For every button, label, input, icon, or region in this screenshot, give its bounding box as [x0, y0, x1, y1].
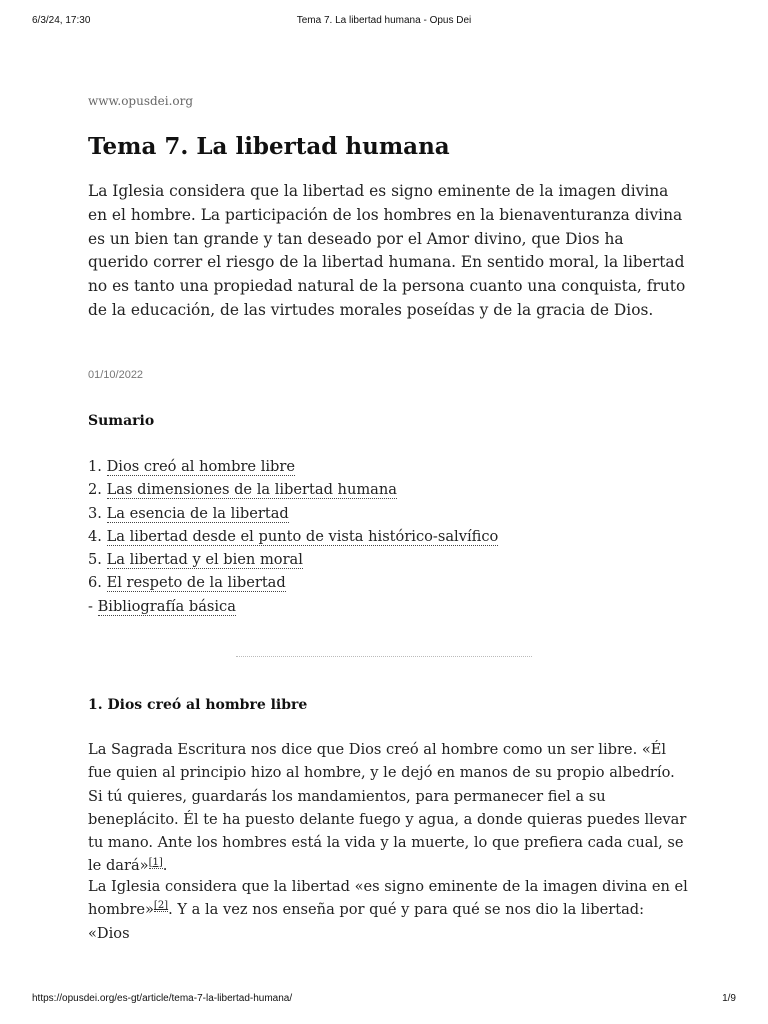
toc-link-dios-creo[interactable]: Dios creó al hombre libre	[106, 458, 295, 475]
toc-item	[88, 455, 498, 478]
toc-item	[88, 548, 498, 571]
toc-item-prefix: 6.	[88, 574, 107, 592]
toc-item	[88, 571, 498, 594]
toc-item-prefix: 1.	[88, 458, 107, 475]
toc-link-bibliografia[interactable]: Bibliografía básica	[97, 597, 236, 615]
toc-item	[88, 525, 498, 548]
paragraph-text: La Sagrada Escritura nos dice que Dios creó al hombre como un ser libre. «Él fue quien al principio hizo al hombre, y le dejó en manos de su propio albedrío. Si tú quieres, guardarás los mandamientos, para permanecer fiel a su beneplácito. Él te ha puesto delante fuego y agua, a donde quieras puedes llevar tu mano. Ante los hombres está la vida y la muerte, lo que prefiera cada cual, se le dará»	[88, 741, 687, 875]
section-heading: 1. Dios creó al hombre libre	[88, 697, 308, 713]
toc-item-prefix: 2.	[88, 481, 107, 499]
toc-link-esencia[interactable]: La esencia de la libertad	[106, 504, 289, 522]
article-date: 01/10/2022	[88, 369, 144, 381]
toc-link-dimensiones[interactable]: Las dimensiones de la libertad humana	[106, 481, 397, 499]
print-footer	[0, 993, 768, 1007]
toc-link-respeto[interactable]: El respeto de la libertad	[106, 574, 286, 592]
toc-item	[88, 478, 498, 501]
toc-item-prefix: 3.	[88, 504, 107, 522]
article-title: Tema 7. La libertad humana	[88, 133, 450, 160]
toc-item	[88, 502, 498, 525]
footnote-link-1[interactable]: [1]	[148, 856, 163, 868]
toc-link-historico-salvifico[interactable]: La libertad desde el punto de vista histórico-salvífico	[106, 527, 499, 545]
body-paragraph	[88, 875, 688, 945]
print-page-title: Tema 7. La libertad humana - Opus Dei	[296, 15, 472, 26]
toc-item-prefix: -	[88, 597, 98, 615]
section-divider	[236, 656, 532, 657]
body-paragraph	[88, 738, 688, 878]
print-header	[0, 15, 768, 29]
print-datetime: 6/3/24, 17:30	[32, 15, 91, 26]
print-url: https://opusdei.org/es-gt/article/tema-7-la-libertad-humana/	[32, 993, 293, 1004]
site-domain: www.opusdei.org	[88, 94, 194, 108]
paragraph-text-end: . Y a la vez nos enseña por qué y para qué se nos dio la libertad: «Dios	[88, 901, 645, 942]
print-page-number: 1/9	[722, 993, 736, 1004]
toc-item-prefix: 4.	[88, 527, 107, 545]
toc-item-prefix: 5.	[88, 551, 107, 569]
summary-heading: Sumario	[88, 413, 155, 429]
footnote-link-2[interactable]: [2]	[153, 900, 169, 912]
table-of-contents	[88, 455, 498, 618]
toc-item	[88, 595, 498, 618]
toc-link-bien-moral[interactable]: La libertad y el bien moral	[106, 551, 303, 569]
paragraph-text: La Iglesia considera que la libertad «es signo eminente de la imagen divina en el hombre»	[88, 878, 688, 919]
article-lead: La Iglesia considera que la libertad es signo eminente de la imagen divina en el hombre. La participación de los hombres en la bienaventuranza divina es un bien tan grande y tan deseado por el Amor divino, que Dios ha querido correr el riesgo de la libertad humana. En sentido moral, la libertad no es tanto una propiedad natural de la persona cuanto una conquista, fruto de la educación, de las virtudes morales poseídas y de la gracia de Dios.	[88, 182, 686, 319]
paragraph-text-end: .	[162, 857, 168, 875]
